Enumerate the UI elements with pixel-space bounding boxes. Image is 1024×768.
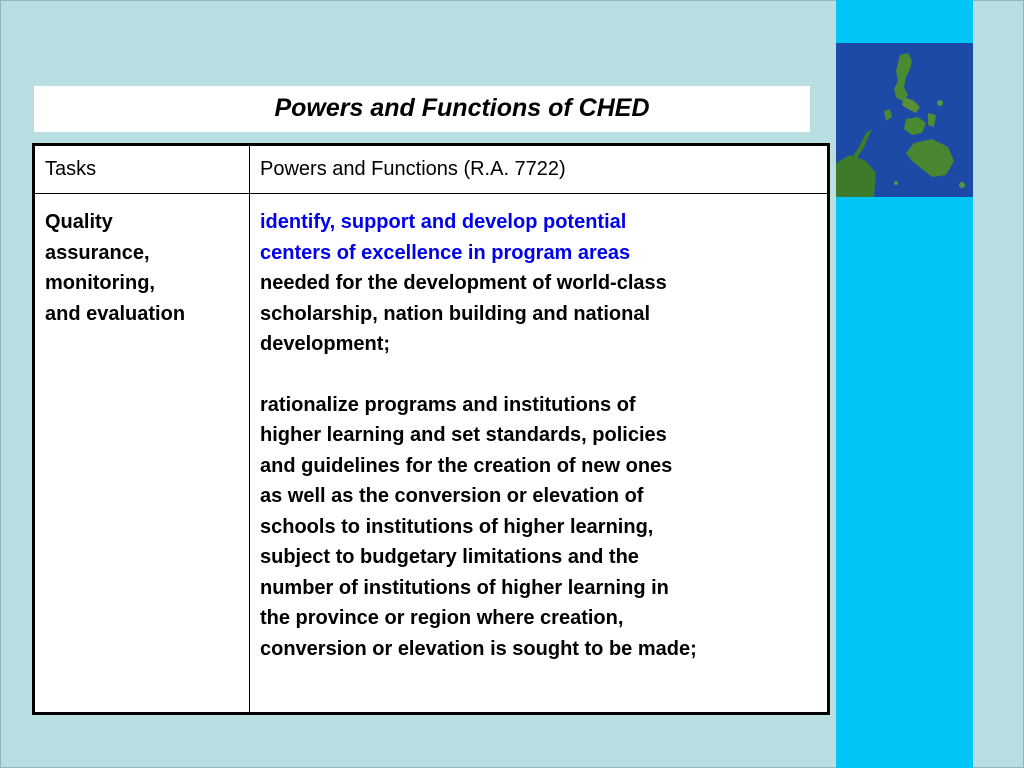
header-tasks: Tasks bbox=[34, 145, 250, 194]
paragraph-line: and guidelines for the creation of new ones bbox=[260, 454, 673, 477]
paragraph-line: needed for the development of world-class bbox=[260, 272, 667, 294]
highlight-line: centers of excellence in program areas bbox=[260, 241, 631, 264]
paragraph-line: the province or region where creation, bbox=[260, 607, 624, 629]
page-title: Powers and Functions of CHED bbox=[274, 93, 650, 122]
table-header-row bbox=[34, 145, 829, 194]
map-islet bbox=[959, 182, 965, 188]
paragraph-line: as well as the conversion or elevation of bbox=[260, 485, 644, 507]
task-line: monitoring, bbox=[45, 272, 155, 294]
highlight-line: identify, support and develop potential bbox=[260, 211, 627, 233]
paragraph-line: conversion or elevation is sought to be made; bbox=[260, 637, 697, 660]
map-islet bbox=[894, 181, 898, 185]
paragraph-line: scholarship, nation building and national bbox=[260, 302, 651, 325]
task-line: Quality bbox=[45, 211, 113, 233]
task-line: and evaluation bbox=[45, 302, 186, 325]
powers-table bbox=[32, 143, 830, 715]
title-box bbox=[34, 86, 810, 132]
task-line: assurance, bbox=[45, 241, 150, 264]
task-cell bbox=[34, 194, 250, 714]
paragraph-line: schools to institutions of higher learning, bbox=[260, 515, 654, 538]
map-islet bbox=[937, 100, 943, 106]
paragraph-line: subject to budgetary limitations and the bbox=[260, 546, 639, 568]
paragraph-two bbox=[260, 390, 817, 665]
paragraph-line: development; bbox=[260, 333, 391, 355]
header-powers-functions: Powers and Functions (R.A. 7722) bbox=[250, 145, 829, 194]
map-svg bbox=[836, 43, 973, 197]
paragraph-line: number of institutions of higher learning in bbox=[260, 576, 669, 599]
paragraph-line: higher learning and set standards, policies bbox=[260, 424, 667, 446]
philippines-map-image bbox=[836, 43, 973, 197]
powers-cell bbox=[250, 194, 829, 714]
paragraph-line: rationalize programs and institutions of bbox=[260, 393, 636, 416]
table-row bbox=[34, 194, 829, 714]
